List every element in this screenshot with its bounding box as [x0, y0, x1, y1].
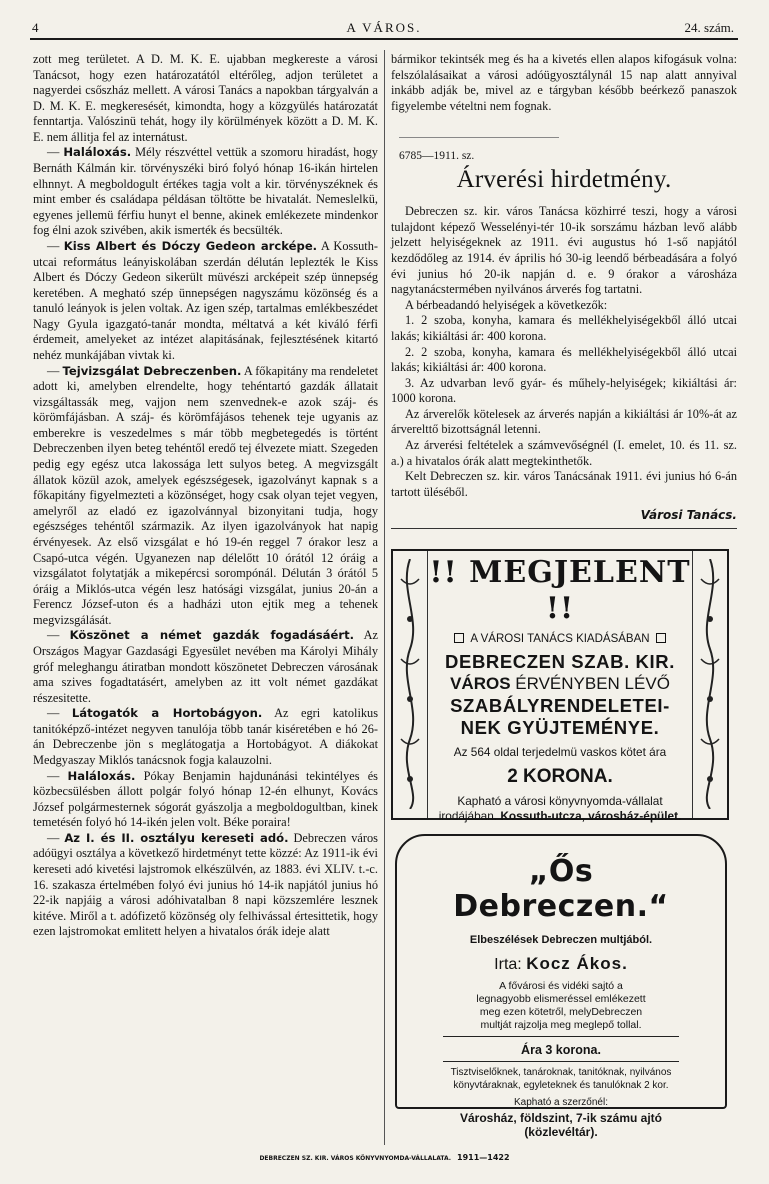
book-price: Ára 3 korona.: [521, 1043, 601, 1058]
ad-content: [433, 850, 689, 1140]
auction-title: Árverési hirdetmény.: [456, 166, 672, 194]
book-title: „Ős Debreczen.“: [453, 854, 669, 925]
ad-availability: [436, 794, 684, 824]
article-body: Debreczen város adóügyi osztálya a következő hirdetményt tette közzé: Az 1911-ik évi kereseti adó kivetési lajstromok elkészülvén, az 1883. évi XLIV. t.-c. 16. szakasza értelmében folyó évi junius hó 14-ik napjától junius hó 22-ik napjáig a városi adóhivatalban 8 napi közszemlére lesznek kitéve. Miről a t. adófizető közönség oly felhivással értesittetik, hogy ezen lajstromokat emlitett helyen a hivatalos órák ideje alatt: [33, 830, 378, 939]
ad-title-word: ÉRVÉNYBEN LÉVŐ: [515, 674, 670, 694]
newspaper-title: A VÁROS.: [346, 20, 422, 35]
ad-headline: !! MEGJELENT !!: [429, 555, 691, 627]
article-visitors: — Látogatók a Hortobágyon. Az egri katolikus tanitóképző-intézet negyven tanulója több tanár kiséretében e hó 26-án Debreczenbe jön s meglátogatja a Hortobágyot. A diákokat Medgyaszay Miklós tanácsnok fogja kalauzolni.: [33, 706, 379, 768]
ad-title-line: [428, 673, 692, 695]
article-thanks: — Köszönet a német gazdák fogadásáért. Az Országos Magyar Gazdasági Egyesület nevében ma Károlyi Mihály gróf meleghangu átiratban mondott köszönetet Debreczen városának ama szives fogadtatásért, amelyben az itt volt német gazdákat részesitette.: [33, 628, 378, 705]
advertisement-regulations: [391, 549, 729, 824]
book-author: Kocz Ákos.: [526, 954, 628, 974]
article-heading: Haláloxás.: [67, 768, 136, 783]
book-order-label: Kapható a szerzőnél:: [514, 1097, 608, 1109]
article-body: Az egri katolikus tanitóképző-intézet negyven tanulója több tanár kiséretében e hó 26-án Debreczenbe jön s meglátogatja a Hortobágyot. A diákokat Medgyaszay Miklós tanácsnok fogja kalauzolni.: [33, 706, 379, 768]
article-heading: Látogatók a Hortobágyon.: [71, 706, 263, 721]
article-obituary-bernath: — Haláloxás. Mély részvéttel vettük a szomoru hiradást, hogy Bernáth Kálmán kir. törvényszéki biró folyó hónap 16-ikán hirtelen elhnnyt. A megboldogult értékes tagja volt a kir. törvényszéknek és mint ember és családapa példásan töltötte be hivatalát. Nemeslelkü, egyenes jellemü férfiu hunyt el benne, akinek emlékezete mindenkor fog élni azok szivében, akik ismerték és becsülték.: [33, 145, 378, 238]
article-income-tax: — Az I. és II. osztályu kereseti adó. Debreczen város adóügyi osztálya a következő hirdetményt tette közzé: Az 1911-ik évi kereseti adó kivetési lajstromok elkészülvén, az 1883. évi XLIV. t.-c. 16. szakasza értelmében folyó évi junius hó 14-ik napjától junius hó 22-ik napjáig a városi adóhivatalban 8 napi közszemlére lesznek kitéve. Miről a t. adófizető közönség oly felhivással értesittetik, hogy ezen lajstromokat emlitett helyen a hivatalos órák ideje alatt: [33, 830, 378, 939]
left-column: [33, 52, 378, 940]
print-code: 1911—1422: [457, 1153, 510, 1162]
auction-item: 3. Az udvarban levő gyár- és műhely-helyiségek; kikiáltási ár: 1000 korona.: [391, 375, 737, 406]
auction-item: 1. 2 szoba, konyha, kamara és mellékhelyiségekből álló utcai lakás; kikiáltási ár: 400 korona.: [391, 313, 737, 343]
ad-title-word: VÁROS: [450, 674, 511, 694]
book-author-line: [433, 954, 689, 974]
auction-list-head: A bérbeadandó helyiségek a következők:: [405, 297, 608, 312]
auction-conditions: Az árverési feltételek a számvevőségnél (I. emelet, 10. és 11. sz. a.) a hivatalos órák alatt megtekinthetők.: [391, 437, 737, 468]
ad-title-line: SZABÁLYRENDELETEI-: [450, 695, 670, 717]
article-obituary-pokay: — Haláloxás. Pókay Benjamin hajdunánási tekintélyes és közbecsülésben állott polgár folyó hónap 12-én elhunyt, Kovács József polgármesternek sógorát gyászolja a megboldogultban, kinek temetésén folyó hó 14-ikén jelen volt. Béke poraira!: [33, 768, 378, 830]
article-heading: Köszönet a német gazdák fogadásáért.: [69, 628, 355, 643]
ad-price: 2 KORONA.: [507, 766, 613, 788]
book-recommendation: Tisztviselőknek, tanároknak, tanitóknak, nyilvános könyvtáraknak, egyleteknek és tanulóknak 2 kor.: [450, 1067, 672, 1092]
book-subtitle: Elbeszélések Debreczen multjából.: [469, 934, 653, 947]
art-nouveau-ornament-right: [697, 559, 723, 809]
article-body: A főkapitány ma rendeletet adott ki, amelyben elrendelte, hogy tehéntartó gazdák állatait vizsgáltassák meg, vajjon nem szenvednek-e azok száj- és körömfájásban. A száj- és körömfájásos tehenek teje ugyanis az emberekre is veszedelmes s már több megbetegedés is történt Debreczenben ilyen beteg tehéntől eredő tej élvezete miatt. Szegeden pedig egy egész utca lakossága lett sulyos beteg. A megvizsgált állatok közül azok, amelyek egészségesek, igazolványt kapnak s a főkapitány figyelmezteti a közönséget, hogy csak olyan tejet vegyen, amelyről az eladó ez igazolvánnyal bizonyitani tudja, hogy egészséges tehéntől származik. Az ilyen igazolványok hat napig érvényesek. Az első vizsgálat e hó 19-én reggel 7 órakor lesz a Csapó-utca végén. Ugyanezen nap délelőtt 10 órától 12 óráig a vizsgálatot folytatják a mikepércsi sorompónál. Délután 3 órától 5 óráig a Miklós-utca végén lesz hatósági vizsgálat, junius 20-án a Ferencz József-uton és a hadházi uton ejtik meg a tehenek megvizsgálását.: [33, 363, 379, 627]
divider: [391, 528, 737, 529]
article-heading: Az I. és II. osztályu kereseti adó.: [64, 830, 289, 845]
article-body: A Kossuth-utcai református leányiskolában szerdán délután leplezték le Kiss Albert és Dóczy Gedeon sikerült müvészi arcképeit szép ünnepség keretében. A megható szép ünnepségen nagyszámu közönség és a tanuló leányok is jelen voltak. Az igen szép, tartalmas emlékbeszédet Nagy Gyula igazgató-tanár mondta, méltatvá a két kiváló férfi érdemeit, amelyeket az intézet alapitásának, fejlesztésének kitartó nehéz munkájában vivtak ki.: [33, 238, 379, 362]
square-icon: [454, 633, 464, 643]
printer-footer: [0, 1153, 769, 1162]
printer-name: DEBRECZEN SZ. KIR. VÁROS KÖNYVNYOMDA-VÁLLALATA.: [259, 1155, 452, 1162]
page-number: 4: [32, 20, 39, 35]
auction-number: 6785—1911. sz.: [399, 137, 559, 162]
ad-title-line: DEBRECZEN SZAB. KIR.: [445, 651, 675, 673]
ad-availability-address: Kossuth-utcza, városház-épület.: [500, 809, 682, 824]
column-divider: [384, 50, 385, 1145]
article-milk-inspection: — Tejvizsgálat Debreczenben. A főkapitány ma rendeletet adott ki, amelyben elrendelte, hogy tehéntartó gazdák állatait vizsgáltassák meg, vajjon nem szenvednek-e azok száj- és körömfájásban. A száj- és körömfájásos tehenek teje ugyanis az emberekre is veszedelmes s már több megbetegedés is történt Debreczenben ilyen beteg tehéntől eredő tej élvezete miatt. Szegeden pedig egy egész utca lakossága lett sulyos beteg. A megvizsgált állatok közül azok, amelyek egészségesek, igazolványt kapnak s a főkapitány figyelmezteti a közönséget, hogy csak olyan tejet vegyen, amelyről az eladó ez igazolvánnyal bizonyitani tudja, hogy egészséges tehéntől származik. Az ilyen igazolványok hat napig érvényesek. Az első vizsgálat e hó 19-én reggel 7 órakor lesz a Csapó-utca végén. Ugyanezen nap délelőtt 10 órától 12 óráig a vizsgálatot folytatják a mikepércsi sorompónál. Délután 3 órától 5 óráig a Miklós-utca végén lesz hatósági vizsgálat, junius 20-án a Ferencz József-uton és a hadházi uton ejtik meg a tehenek megvizsgálását.: [33, 363, 379, 627]
auction-intro: Debreczen sz. kir. város Tanácsa közhirré teszi, hogy a városi tulajdont képező Wesselényi-tér 10-ik sorszámu házban levő alább jelzett helyiségeknek az 1911. évi augustus hó 1-ső napjától kezdődőleg az 1914. év április hó 30-ig leendő bérbeadására a folyó évi junius hó 20-ik napján d. e. 9 órakor a városháza nagytanácstermében nyilvános árverés fog tartatni.: [391, 204, 737, 297]
ad-title-line: NEK GYÜJTEMÉNYE.: [460, 717, 660, 739]
ad-description: Az 564 oldal terjedelmü vaskos kötet ára: [453, 745, 667, 760]
ad-publisher: A VÁROSI TANÁCS KIADÁSÁBAN: [470, 633, 650, 646]
auction-item: 2. 2 szoba, konyha, kamara és mellékhelyiségekből álló utcai lakás; kikiáltási ár: 400 korona.: [391, 344, 737, 375]
issue-number: 24. szám.: [684, 20, 734, 35]
ad-content: [427, 551, 693, 824]
book-description: A fővárosi és vidéki sajtó a legnagyobb elismeréssel emlékezett meg ezen kötetről, melyDebreczen multját rajzolja meg meglepő tollal.: [476, 980, 646, 1032]
article-continuation: zott meg területet. A D. M. K. E. ujabban megkereste a városi Tanácsot, hogy ezen határozatától eltérőleg, adjon területet a nagyerdei csőszház mellett. A városi Tanács a napokban tárgyalván a D. M. K. E. megkeresését, kimondta, hogy a közgyülés határozatát fenntartja. Valószinü tehát, hogy ily körülmények között a D. M. K. E. nem állitja fel az internátust.: [33, 52, 378, 144]
ad-publisher-line: [428, 633, 692, 645]
book-order-address: Városház, földszint, 7-ik számu ajtó (közlevéltár).: [459, 1111, 663, 1140]
article-portraits: — Kiss Albert és Dóczy Gedeon arcképe. A Kossuth-utcai református leányiskolában szerdán délután leplezték le Kiss Albert és Dóczy Gedeon sikerült müvészi arcképeit szép ünnepség keretében. A megható szép ünnepségen nagyszámu közönség és a tanuló leányok is jelen voltak. Az igen szép, tartalmas emlékbeszédet Nagy Gyula igazgató-tanár mondta, méltatvá a két kiváló férfi érdemeit, amelyeket az intézet alapitásának, fejlesztésének kitartó nehéz munkájában vivtak ki.: [33, 238, 379, 362]
by-label: Irta:: [494, 956, 522, 974]
divider: [443, 1061, 679, 1062]
article-body: Az Országos Magyar Gazdasági Egyesület nevében ma Károlyi Mihály gróf meleghangu átiratban mondott köszönetet Debreczen városának ama szives fogadtatásért, amelyben az itt volt német gazdákat részesitette.: [33, 628, 378, 705]
article-body: Mély részvéttel vettük a szomoru hiradást, hogy Bernáth Kálmán kir. törvényszéki biró folyó hónap 16-ikán hirtelen elhnnyt. A megboldogult értékes tagja volt a kir. törvényszéknek és mint ember és családapa példásan töltötte be hivatalát. Nemeslelkü, egyenes jellemü férfiu hunyt el benne, akinek emlékezete mindenkor fog élni azok szivében, akik ismerték és becsülték.: [33, 145, 378, 238]
auction-signature: Városi Tanács.: [640, 508, 737, 523]
advertisement-book: [395, 834, 727, 1140]
article-heading: Tejvizsgálat Debreczenben.: [62, 363, 242, 378]
art-nouveau-ornament-left: [397, 559, 423, 809]
page-header: [30, 18, 738, 40]
auction-date: Kelt Debreczen sz. kir. város Tanácsának 1911. évi junius hó 6-án tartott üléséből.: [391, 469, 737, 499]
divider: [443, 1036, 679, 1037]
right-column: [391, 52, 737, 1140]
article-heading: Kiss Albert és Dóczy Gedeon arcképe.: [63, 238, 318, 253]
article-continuation: bármikor tekintsék meg és ha a kivetés ellen alapos kifogásuk volna: felszólalásaikat a városi adóügyosztálynál 15 nap alatt annyival inkább adják be, mivel az e tárgyban később beérkező panaszok figyelembe vételtni nem fognak.: [391, 52, 737, 113]
square-icon: [656, 633, 666, 643]
ad-availability-text: Kapható a városi könyvnyomda-vállalat irodájában.: [438, 794, 663, 824]
auction-deposit: Az árverelők kötelesek az árverés napján a kikiáltási ár 10%-át az árverelttő bizottságnál letenni.: [391, 406, 737, 437]
article-heading: Haláloxás.: [63, 145, 132, 160]
article-body: Pókay Benjamin hajdunánási tekintélyes és közbecsülésben állott polgár folyó hónap 12-én elhunyt, Kovács József polgármesternek sógorát gyászolja a megboldogultban, kinek temetésén folyó hó 14-ikén jelen volt. Béke poraira!: [33, 768, 378, 830]
